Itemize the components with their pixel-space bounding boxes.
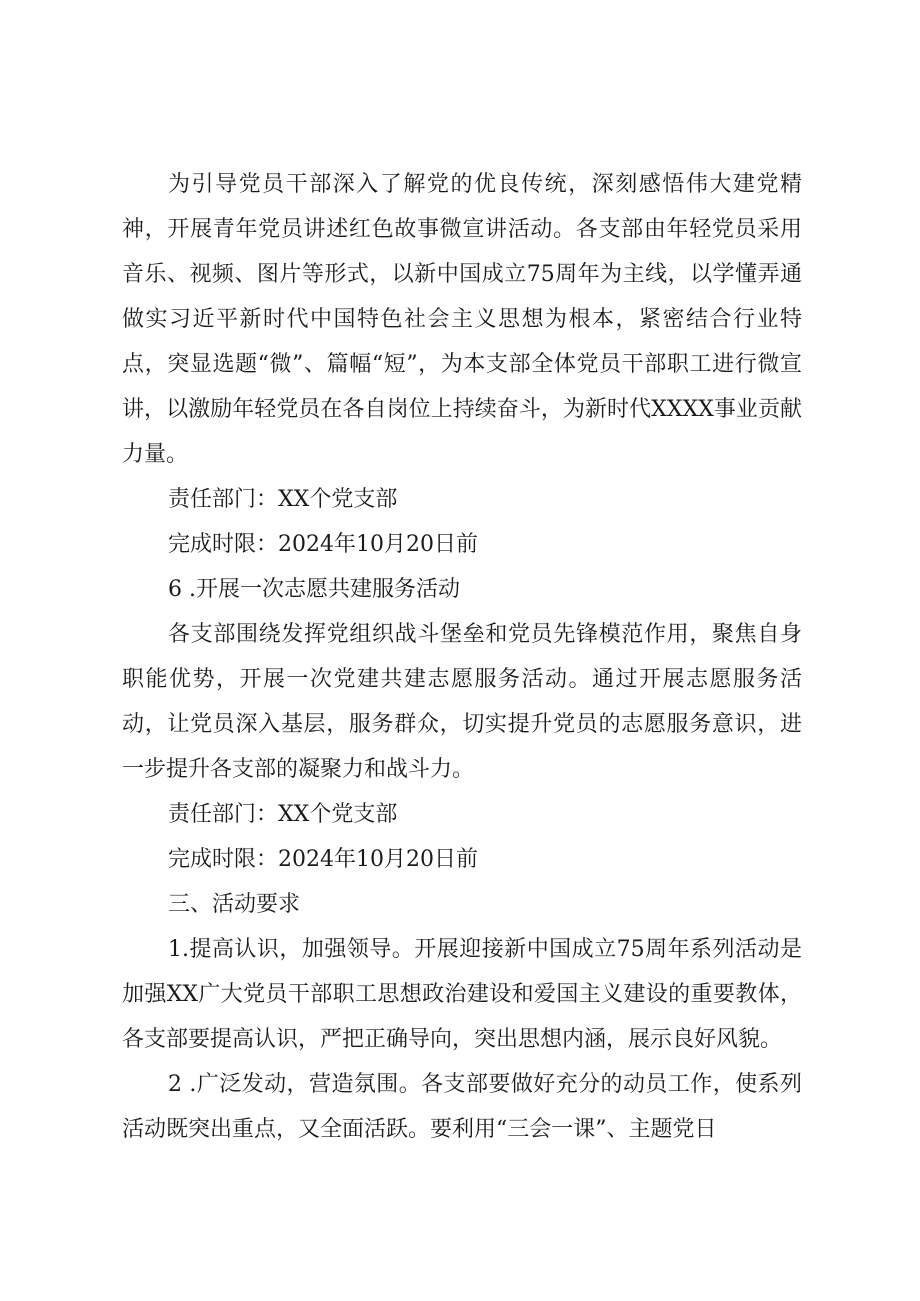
deadline-1: 完成时限：2024年10月20日前 [168,532,478,557]
requirement-1: 1.提高认识，加强领导。开展迎接新中国成立75周年系列活动是加强XX广大党员干部职工思想政治建设和爱国主义建设的重要教体，各支部要提高认识，严把正确导向，突出思想内涵，展示良好风貌。 [122,937,802,1052]
requirement-2: 2 .广泛发动，营造氛围。各支部要做好充分的动员工作，使系列活动既突出重点，又全面活跃。要利用“三会一课”、主题党日 [122,1072,802,1142]
document-body [122,162,802,1152]
paragraph-volunteer-service: 各支部围绕发挥党组织战斗堡垒和党员先锋模范作用，聚焦自身职能优势，开展一次党建共建志愿服务活动。通过开展志愿服务活动，让党员深入基层，服务群众，切实提升党员的志愿服务意识，进一步提升各支部的凝聚力和战斗力。 [122,622,802,782]
section-3-heading: 三、活动要求 [168,892,301,917]
deadline-2: 完成时限：2024年10月20日前 [168,847,478,872]
item-6-heading: 6 .开展一次志愿共建服务活动 [168,577,460,602]
responsible-department-1: 责任部门：XX个党支部 [168,487,398,512]
paragraph-red-story-lecture: 为引导党员干部深入了解党的优良传统，深刻感悟伟大建党精神，开展青年党员讲述红色故事微宣讲活动。各支部由年轻党员采用音乐、视频、图片等形式，以新中国成立75周年为主线，以学懂弄通做实习近平新时代中国特色社会主义思想为根本，紧密结合行业特点，突显选题“微”、篇幅“短”，为本支部全体党员干部职工进行微宣讲，以激励年轻党员在各自岗位上持续奋斗，为新时代XXXX事业贡献力量。 [122,172,802,467]
responsible-department-2: 责任部门：XX个党支部 [168,802,398,827]
